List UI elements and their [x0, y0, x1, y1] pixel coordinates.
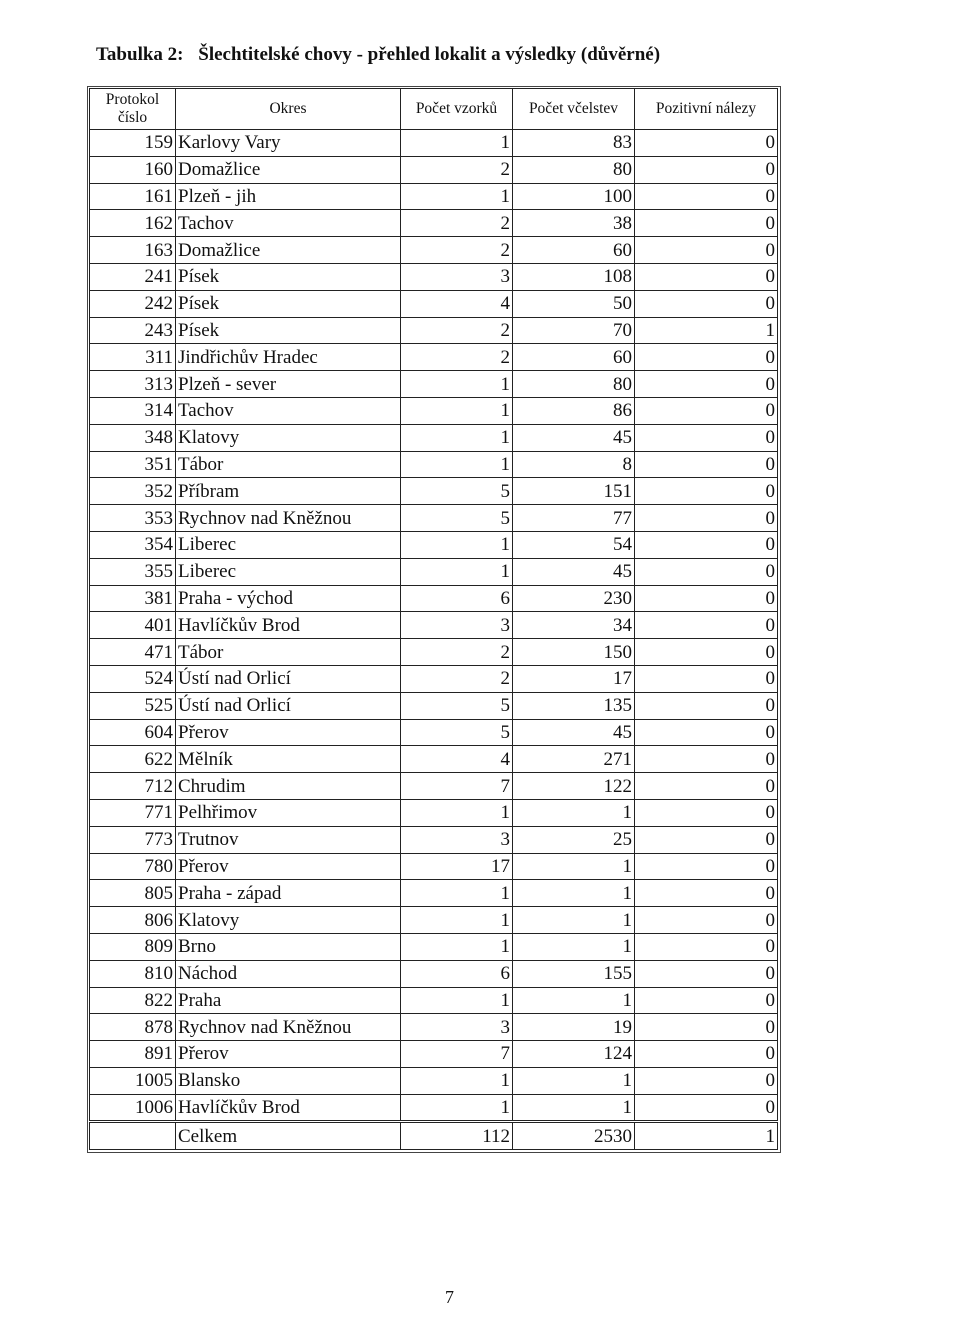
- cell-positive: 0: [635, 612, 778, 639]
- cell-colonies: 124: [513, 1041, 635, 1068]
- cell-samples: 5: [401, 692, 513, 719]
- cell-district: Náchod: [176, 960, 401, 987]
- cell-samples: 1: [401, 424, 513, 451]
- cell-positive: 0: [635, 773, 778, 800]
- table-row: [90, 799, 778, 826]
- cell-colonies: 1: [513, 853, 635, 880]
- cell-district: Mělník: [176, 746, 401, 773]
- table-row: [90, 960, 778, 987]
- title-text: Šlechtitelské chovy - přehled lokalit a výsledky (důvěrné): [198, 44, 661, 65]
- cell-colonies: 271: [513, 746, 635, 773]
- cell-colonies: 1: [513, 907, 635, 934]
- table-row: [90, 183, 778, 210]
- cell-positive: 0: [635, 1067, 778, 1094]
- cell-district: Liberec: [176, 531, 401, 558]
- cell-protocol: 355: [90, 558, 176, 585]
- cell-positive: 0: [635, 290, 778, 317]
- cell-positive: 0: [635, 531, 778, 558]
- cell-positive: 0: [635, 505, 778, 532]
- cell-positive: 0: [635, 1014, 778, 1041]
- cell-colonies: 86: [513, 397, 635, 424]
- cell-samples: 1: [401, 799, 513, 826]
- cell-protocol: 354: [90, 531, 176, 558]
- cell-colonies: 155: [513, 960, 635, 987]
- table-header-row: [90, 89, 778, 130]
- cell-district: Havlíčkův Brod: [176, 612, 401, 639]
- cell-protocol: 524: [90, 665, 176, 692]
- table-row: [90, 853, 778, 880]
- cell-positive: 0: [635, 665, 778, 692]
- cell-samples: 6: [401, 585, 513, 612]
- table-row: [90, 639, 778, 666]
- cell-protocol: 163: [90, 237, 176, 264]
- cell-protocol: 805: [90, 880, 176, 907]
- cell-samples: 1: [401, 397, 513, 424]
- cell-protocol: 381: [90, 585, 176, 612]
- total-label: Celkem: [176, 1122, 401, 1150]
- cell-colonies: 100: [513, 183, 635, 210]
- cell-district: Rychnov nad Kněžnou: [176, 1014, 401, 1041]
- cell-samples: 1: [401, 987, 513, 1014]
- cell-district: Karlovy Vary: [176, 130, 401, 157]
- cell-protocol: 810: [90, 960, 176, 987]
- cell-district: Domažlice: [176, 156, 401, 183]
- cell-samples: 1: [401, 371, 513, 398]
- table-row: [90, 344, 778, 371]
- cell-protocol: 348: [90, 424, 176, 451]
- cell-colonies: 50: [513, 290, 635, 317]
- table-row: [90, 317, 778, 344]
- header-protocol: [90, 89, 176, 130]
- cell-samples: 5: [401, 505, 513, 532]
- cell-colonies: 80: [513, 156, 635, 183]
- cell-positive: 0: [635, 183, 778, 210]
- table-row: [90, 237, 778, 264]
- cell-colonies: 60: [513, 237, 635, 264]
- cell-colonies: 1: [513, 1067, 635, 1094]
- cell-protocol: 773: [90, 826, 176, 853]
- cell-district: Klatovy: [176, 907, 401, 934]
- cell-protocol: 712: [90, 773, 176, 800]
- cell-protocol: 314: [90, 397, 176, 424]
- cell-district: Praha - západ: [176, 880, 401, 907]
- cell-positive: 0: [635, 558, 778, 585]
- cell-district: Přerov: [176, 853, 401, 880]
- cell-colonies: 45: [513, 424, 635, 451]
- cell-positive: 0: [635, 478, 778, 505]
- cell-colonies: 70: [513, 317, 635, 344]
- table-row: [90, 1041, 778, 1068]
- cell-protocol: 525: [90, 692, 176, 719]
- cell-district: Písek: [176, 317, 401, 344]
- cell-protocol: 243: [90, 317, 176, 344]
- cell-samples: 1: [401, 451, 513, 478]
- total-samples: 112: [401, 1122, 513, 1150]
- table-row: [90, 130, 778, 157]
- cell-colonies: 135: [513, 692, 635, 719]
- cell-positive: 0: [635, 1041, 778, 1068]
- cell-colonies: 45: [513, 719, 635, 746]
- table-row: [90, 585, 778, 612]
- cell-district: Praha - východ: [176, 585, 401, 612]
- cell-district: Liberec: [176, 558, 401, 585]
- cell-positive: 0: [635, 960, 778, 987]
- cell-district: Tachov: [176, 397, 401, 424]
- cell-district: Tábor: [176, 639, 401, 666]
- cell-district: Přerov: [176, 1041, 401, 1068]
- table-row: [90, 1067, 778, 1094]
- cell-samples: 2: [401, 237, 513, 264]
- cell-district: Tábor: [176, 451, 401, 478]
- cell-positive: 0: [635, 397, 778, 424]
- cell-district: Jindřichův Hradec: [176, 344, 401, 371]
- cell-district: Příbram: [176, 478, 401, 505]
- cell-samples: 2: [401, 344, 513, 371]
- header-protocol-line2: číslo: [117, 109, 148, 126]
- table-row: [90, 880, 778, 907]
- cell-district: Pelhřimov: [176, 799, 401, 826]
- cell-district: Blansko: [176, 1067, 401, 1094]
- table-row: [90, 933, 778, 960]
- cell-samples: 2: [401, 156, 513, 183]
- cell-protocol: 352: [90, 478, 176, 505]
- cell-district: Trutnov: [176, 826, 401, 853]
- cell-protocol: 822: [90, 987, 176, 1014]
- table-row: [90, 719, 778, 746]
- table-row: [90, 665, 778, 692]
- cell-protocol: 806: [90, 907, 176, 934]
- cell-positive: 0: [635, 853, 778, 880]
- header-district: Okres: [176, 89, 401, 130]
- table-row: [90, 773, 778, 800]
- cell-district: Písek: [176, 290, 401, 317]
- cell-colonies: 1: [513, 987, 635, 1014]
- cell-protocol: 604: [90, 719, 176, 746]
- cell-colonies: 1: [513, 799, 635, 826]
- cell-district: Klatovy: [176, 424, 401, 451]
- table-row: [90, 371, 778, 398]
- table-row: [90, 826, 778, 853]
- cell-samples: 5: [401, 719, 513, 746]
- cell-positive: 0: [635, 799, 778, 826]
- cell-protocol: 241: [90, 263, 176, 290]
- cell-positive: 0: [635, 371, 778, 398]
- cell-colonies: 54: [513, 531, 635, 558]
- table-row: [90, 746, 778, 773]
- cell-samples: 4: [401, 290, 513, 317]
- title-label: Tabulka 2:: [96, 44, 184, 65]
- table-row: [90, 612, 778, 639]
- cell-positive: 1: [635, 317, 778, 344]
- cell-colonies: 8: [513, 451, 635, 478]
- cell-samples: 7: [401, 773, 513, 800]
- table-row: [90, 987, 778, 1014]
- cell-colonies: 1: [513, 933, 635, 960]
- table-row: [90, 1094, 778, 1122]
- cell-positive: 0: [635, 880, 778, 907]
- cell-colonies: 17: [513, 665, 635, 692]
- cell-positive: 0: [635, 692, 778, 719]
- cell-protocol: 622: [90, 746, 176, 773]
- cell-protocol: 353: [90, 505, 176, 532]
- cell-district: Ústí nad Orlicí: [176, 692, 401, 719]
- cell-protocol: 160: [90, 156, 176, 183]
- table-row: [90, 478, 778, 505]
- cell-samples: 17: [401, 853, 513, 880]
- cell-colonies: 122: [513, 773, 635, 800]
- page-number: 7: [445, 1287, 454, 1307]
- cell-colonies: 77: [513, 505, 635, 532]
- cell-samples: 1: [401, 183, 513, 210]
- table-row: [90, 907, 778, 934]
- cell-samples: 1: [401, 907, 513, 934]
- table-row: [90, 1014, 778, 1041]
- header-positive: Pozitivní nálezy: [635, 89, 778, 130]
- cell-colonies: 60: [513, 344, 635, 371]
- cell-samples: 2: [401, 639, 513, 666]
- cell-protocol: 1005: [90, 1067, 176, 1094]
- cell-protocol: 780: [90, 853, 176, 880]
- cell-district: Praha: [176, 987, 401, 1014]
- cell-colonies: 38: [513, 210, 635, 237]
- cell-samples: 3: [401, 612, 513, 639]
- cell-samples: 1: [401, 531, 513, 558]
- table-row: [90, 558, 778, 585]
- cell-colonies: 150: [513, 639, 635, 666]
- cell-colonies: 1: [513, 1094, 635, 1122]
- cell-protocol: 351: [90, 451, 176, 478]
- cell-positive: 0: [635, 156, 778, 183]
- table-row: [90, 397, 778, 424]
- table-row: [90, 531, 778, 558]
- table-row: [90, 290, 778, 317]
- cell-positive: 0: [635, 263, 778, 290]
- cell-colonies: 1: [513, 880, 635, 907]
- cell-district: Brno: [176, 933, 401, 960]
- cell-district: Havlíčkův Brod: [176, 1094, 401, 1122]
- cell-positive: 0: [635, 987, 778, 1014]
- cell-positive: 0: [635, 746, 778, 773]
- cell-colonies: 34: [513, 612, 635, 639]
- cell-samples: 2: [401, 317, 513, 344]
- cell-district: Písek: [176, 263, 401, 290]
- table-row: [90, 692, 778, 719]
- cell-district: Plzeň - jih: [176, 183, 401, 210]
- cell-samples: 1: [401, 1067, 513, 1094]
- total-row: [90, 1122, 778, 1150]
- header-samples: Počet vzorků: [401, 89, 513, 130]
- cell-protocol: 401: [90, 612, 176, 639]
- cell-positive: 0: [635, 130, 778, 157]
- cell-samples: 1: [401, 130, 513, 157]
- cell-colonies: 45: [513, 558, 635, 585]
- cell-samples: 2: [401, 210, 513, 237]
- cell-district: Tachov: [176, 210, 401, 237]
- results-table: [89, 88, 778, 1150]
- cell-samples: 5: [401, 478, 513, 505]
- cell-samples: 7: [401, 1041, 513, 1068]
- cell-positive: 0: [635, 639, 778, 666]
- cell-samples: 4: [401, 746, 513, 773]
- cell-protocol: 878: [90, 1014, 176, 1041]
- cell-protocol: 161: [90, 183, 176, 210]
- table-row: [90, 156, 778, 183]
- total-empty-cell: [90, 1122, 176, 1150]
- cell-positive: 0: [635, 210, 778, 237]
- document-title: [96, 44, 660, 66]
- cell-samples: 1: [401, 558, 513, 585]
- cell-positive: 0: [635, 424, 778, 451]
- cell-positive: 0: [635, 585, 778, 612]
- cell-samples: 6: [401, 960, 513, 987]
- cell-colonies: 230: [513, 585, 635, 612]
- cell-samples: 1: [401, 880, 513, 907]
- cell-district: Plzeň - sever: [176, 371, 401, 398]
- cell-colonies: 83: [513, 130, 635, 157]
- cell-colonies: 19: [513, 1014, 635, 1041]
- cell-district: Chrudim: [176, 773, 401, 800]
- table-row: [90, 210, 778, 237]
- total-colonies: 2530: [513, 1122, 635, 1150]
- cell-district: Rychnov nad Kněžnou: [176, 505, 401, 532]
- cell-colonies: 151: [513, 478, 635, 505]
- cell-protocol: 242: [90, 290, 176, 317]
- cell-samples: 3: [401, 1014, 513, 1041]
- cell-district: Domažlice: [176, 237, 401, 264]
- cell-positive: 0: [635, 907, 778, 934]
- cell-protocol: 311: [90, 344, 176, 371]
- cell-protocol: 771: [90, 799, 176, 826]
- cell-samples: 2: [401, 665, 513, 692]
- cell-samples: 1: [401, 933, 513, 960]
- cell-protocol: 1006: [90, 1094, 176, 1122]
- table-row: [90, 424, 778, 451]
- cell-positive: 0: [635, 237, 778, 264]
- table-row: [90, 263, 778, 290]
- cell-protocol: 809: [90, 933, 176, 960]
- cell-positive: 0: [635, 1094, 778, 1122]
- cell-colonies: 80: [513, 371, 635, 398]
- cell-positive: 0: [635, 933, 778, 960]
- cell-samples: 1: [401, 1094, 513, 1122]
- cell-positive: 0: [635, 451, 778, 478]
- table-row: [90, 505, 778, 532]
- header-protocol-line1: Protokol: [105, 91, 160, 108]
- cell-protocol: 159: [90, 130, 176, 157]
- cell-positive: 0: [635, 826, 778, 853]
- total-positive: 1: [635, 1122, 778, 1150]
- table-body: [90, 130, 778, 1122]
- cell-protocol: 891: [90, 1041, 176, 1068]
- cell-district: Přerov: [176, 719, 401, 746]
- cell-district: Ústí nad Orlicí: [176, 665, 401, 692]
- cell-colonies: 108: [513, 263, 635, 290]
- cell-protocol: 471: [90, 639, 176, 666]
- cell-samples: 3: [401, 826, 513, 853]
- cell-positive: 0: [635, 344, 778, 371]
- table-row: [90, 451, 778, 478]
- cell-positive: 0: [635, 719, 778, 746]
- cell-protocol: 313: [90, 371, 176, 398]
- cell-samples: 3: [401, 263, 513, 290]
- cell-protocol: 162: [90, 210, 176, 237]
- header-colonies: Počet včelstev: [513, 89, 635, 130]
- cell-colonies: 25: [513, 826, 635, 853]
